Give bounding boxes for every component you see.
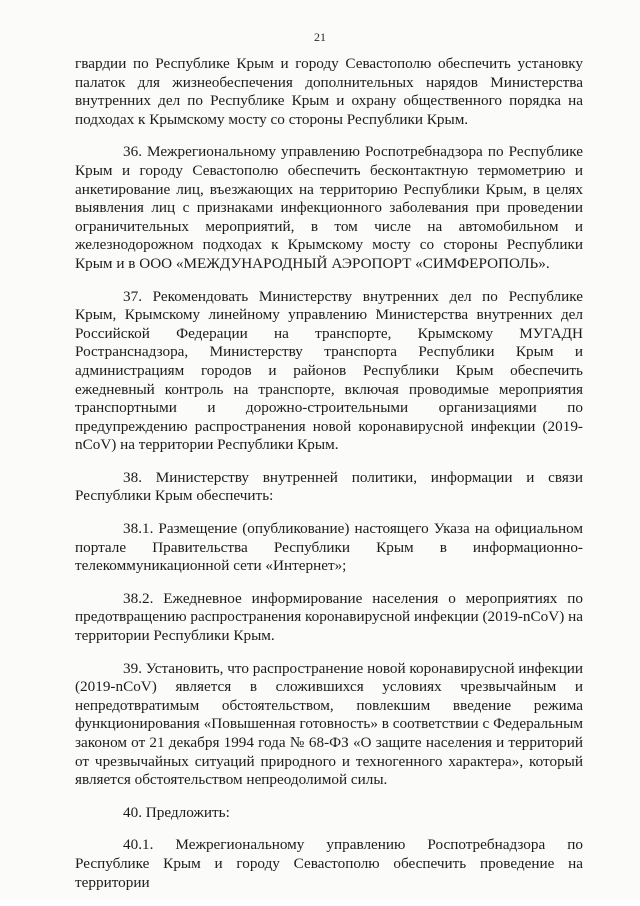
page-number: 21 [314, 30, 326, 44]
document-body [75, 55, 583, 906]
paragraph-continuation: гвардии по Республике Крым и городу Севастополю обеспечить установку палаток для жизнеобеспечения дополнительных нарядов Министерства внутренних дел по Республике Крым и охрану общественного порядка на подходах к Крымскому мосту со стороны Республики Крым. [75, 55, 583, 128]
paragraph-40: 40. Предложить: [123, 803, 230, 821]
paragraph-38-1: 38.1. Размещение (опубликование) настоящего Указа на официальном портале Правительства Республики Крым в информационно-телекоммуникационной сети «Интернет»; [75, 520, 583, 575]
paragraph-38-2: 38.2. Ежедневное информирование населения о мероприятиях по предотвращению распространения коронавирусной инфекции (2019-nCoV) на территории Республики Крым. [75, 589, 583, 645]
paragraph-40-1: 40.1. Межрегиональному управлению Роспотребнадзора по Республике Крым и городу Севастополю обеспечить проведение на территории [75, 836, 583, 891]
paragraph-39: 39. Установить, что распространение новой коронавирусной инфекции (2019-nCoV) является в сложившихся условиях чрезвычайным и непредотвратимым обстоятельством, повлекшим введение режима функционирования «Повышенная готовность» в соответствии с Федеральным законом от 21 декабря 1994 года № 68-ФЗ «О защите населения и территорий от чрезвычайных ситуаций природного и техногенного характера», который является обстоятельством непреодолимой силы. [75, 659, 583, 789]
paragraph-38: 38. Министерству внутренней политики, информации и связи Республики Крым обеспечить: [75, 468, 583, 505]
paragraph-37: 37. Рекомендовать Министерству внутренних дел по Республике Крым, Крымскому линейному управлению Министерства внутренних дел Российской Федерации на транспорте, Крымскому МУГАДН Ространснадзора, Министерству транспорта Республики Крым и администрациям городов и районов Республики Крым обеспечить ежедневный контроль на транспорте, включая проводимые мероприятия транспортными и дорожно-строительными организациями по предупреждению распространения новой коронавирусной инфекции (2019-nCoV) на территории Республики Крым. [75, 287, 583, 454]
paragraph-36: 36. Межрегиональному управлению Роспотребнадзора по Республике Крым и городу Севастополю обеспечить бесконтактную термометрию и анкетирование лиц, въезжающих на территорию Республики Крым, в целях выявления лиц с признаками инфекционного заболевания при проведении ограничительных мероприятий, в том числе на автомобильном и железнодорожном подходах к Крымскому мосту со стороны Республики Крым и в ООО «МЕЖДУНАРОДНЫЙ АЭРОПОРТ «СИМФЕРОПОЛЬ». [75, 143, 583, 272]
